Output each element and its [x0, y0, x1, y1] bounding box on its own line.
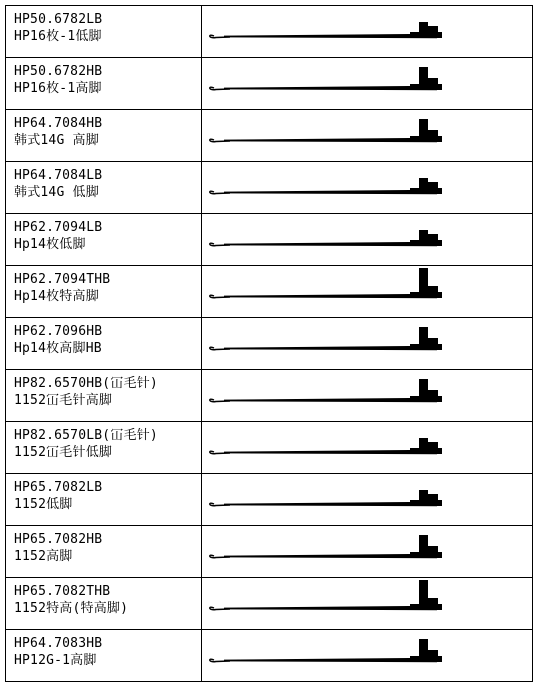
needle-butt-step — [428, 598, 438, 604]
needle-image-cell — [202, 162, 533, 214]
needle-label-cell — [6, 422, 202, 474]
needle-label-cell — [6, 474, 202, 526]
needle-model-code: HP82.6570LB(冚毛针) — [14, 428, 158, 443]
needle-butt-base — [410, 188, 442, 194]
needle-label — [6, 266, 201, 305]
needle-row — [6, 58, 533, 110]
needle-label — [6, 526, 201, 565]
needle-label-cell — [6, 266, 202, 318]
knitting-needle-drawing — [202, 578, 533, 629]
needle-label-cell — [6, 318, 202, 370]
needle-image-cell — [202, 474, 533, 526]
needle-label — [6, 578, 201, 617]
needle-model-code: HP82.6570HB(冚毛针) — [14, 376, 158, 391]
needle-butt-base — [410, 396, 442, 402]
needle-shank — [224, 398, 437, 402]
needle-label — [6, 162, 201, 201]
needle-row — [6, 578, 533, 630]
needle-butt-base — [410, 240, 442, 246]
needle-image-cell — [202, 318, 533, 370]
needle-butt-base — [410, 448, 442, 454]
needle-butt — [419, 639, 428, 656]
knitting-needle-drawing — [202, 526, 533, 577]
needle-label-cell — [6, 370, 202, 422]
needle-description: 1152高脚 — [14, 549, 73, 564]
needle-model-code: HP62.7094LB — [14, 220, 103, 235]
needle-butt-step — [428, 78, 438, 84]
needle-shank — [224, 138, 437, 142]
needle-butt — [419, 535, 428, 552]
needle-butt — [419, 230, 428, 240]
needle-label — [6, 318, 201, 357]
needle-image-cell — [202, 422, 533, 474]
needle-label — [6, 214, 201, 253]
needle-row — [6, 266, 533, 318]
needle-model-code: HP65.7082THB — [14, 584, 111, 599]
needle-image-cell — [202, 110, 533, 162]
needle-butt-step — [428, 286, 438, 292]
needle-row — [6, 214, 533, 266]
knitting-needle-drawing — [202, 58, 533, 109]
knitting-needle-drawing — [202, 318, 533, 369]
needle-description: 1152低脚 — [14, 497, 73, 512]
needle-label-cell — [6, 630, 202, 682]
needle-shank — [224, 190, 437, 194]
needle-butt-step — [428, 182, 438, 188]
needle-model-code: HP64.7084LB — [14, 168, 103, 183]
needle-shank — [224, 346, 437, 350]
needle-butt — [419, 268, 428, 292]
needle-label — [6, 6, 201, 45]
needle-butt — [419, 490, 428, 500]
knitting-needle-drawing — [202, 110, 533, 161]
needle-row — [6, 474, 533, 526]
needle-butt-step — [428, 390, 438, 396]
needle-label-cell — [6, 214, 202, 266]
needle-row — [6, 630, 533, 682]
needle-label — [6, 630, 201, 669]
needle-image-cell — [202, 58, 533, 110]
knitting-needle-drawing — [202, 6, 533, 57]
needle-butt-step — [428, 494, 438, 500]
needle-model-code: HP50.6782HB — [14, 64, 103, 79]
needle-row — [6, 370, 533, 422]
needle-table-body — [6, 6, 533, 682]
needle-model-code: HP50.6782LB — [14, 12, 103, 27]
needle-row — [6, 162, 533, 214]
needle-description: 韩式14G 高脚 — [14, 133, 99, 148]
needle-butt — [419, 22, 428, 32]
needle-model-code: HP64.7083HB — [14, 636, 103, 651]
knitting-needle-drawing — [202, 474, 533, 525]
needle-row — [6, 526, 533, 578]
needle-label — [6, 110, 201, 149]
needle-description: 1152冚毛针高脚 — [14, 393, 113, 408]
needle-butt — [419, 580, 428, 604]
needle-label-cell — [6, 6, 202, 58]
needle-description: Hp14枚低脚 — [14, 237, 86, 252]
needle-label — [6, 474, 201, 513]
needle-label-cell — [6, 162, 202, 214]
needle-label — [6, 422, 201, 461]
knitting-needle-drawing — [202, 630, 533, 681]
needle-description: Hp14枚高脚HB — [14, 341, 102, 356]
needle-butt-base — [410, 552, 442, 558]
knitting-needle-drawing — [202, 214, 533, 265]
needle-description: Hp14枚特高脚 — [14, 289, 99, 304]
needle-row — [6, 318, 533, 370]
needle-butt-step — [428, 546, 438, 552]
needle-description: 1152冚毛针低脚 — [14, 445, 113, 460]
needle-butt-base — [410, 84, 442, 90]
needle-shank — [224, 242, 437, 246]
needle-butt — [419, 178, 428, 188]
needle-table — [5, 5, 533, 682]
needle-shank — [224, 554, 437, 558]
needle-model-code: HP64.7084HB — [14, 116, 103, 131]
needle-image-cell — [202, 526, 533, 578]
needle-description: 韩式14G 低脚 — [14, 185, 99, 200]
needle-label-cell — [6, 578, 202, 630]
needle-shank — [224, 294, 437, 298]
needle-butt-step — [428, 26, 438, 32]
needle-row — [6, 6, 533, 58]
needle-row — [6, 422, 533, 474]
needle-butt — [419, 67, 428, 84]
needle-butt-step — [428, 234, 438, 240]
needle-shank — [224, 450, 437, 454]
needle-butt-base — [410, 136, 442, 142]
needle-description: HP16枚-1低脚 — [14, 29, 102, 44]
needle-shank — [224, 86, 437, 90]
needle-image-cell — [202, 370, 533, 422]
needle-butt-base — [410, 656, 442, 662]
needle-image-cell — [202, 578, 533, 630]
needle-butt — [419, 379, 428, 396]
needle-image-cell — [202, 630, 533, 682]
needle-butt-base — [410, 604, 442, 610]
needle-shank — [224, 34, 437, 38]
needle-butt-base — [410, 292, 442, 298]
needle-butt-step — [428, 338, 438, 344]
needle-butt-base — [410, 344, 442, 350]
needle-image-cell — [202, 6, 533, 58]
needle-row — [6, 110, 533, 162]
needle-butt-base — [410, 32, 442, 38]
knitting-needle-drawing — [202, 162, 533, 213]
needle-label-cell — [6, 58, 202, 110]
needle-label — [6, 58, 201, 97]
knitting-needle-drawing — [202, 422, 533, 473]
needle-model-code: HP65.7082LB — [14, 480, 103, 495]
needle-model-code: HP62.7094THB — [14, 272, 111, 287]
needle-description: HP12G-1高脚 — [14, 653, 97, 668]
needle-shank — [224, 606, 437, 610]
needle-image-cell — [202, 266, 533, 318]
needle-butt — [419, 438, 428, 448]
needle-butt-base — [410, 500, 442, 506]
needle-butt-step — [428, 650, 438, 656]
needle-butt-step — [428, 130, 438, 136]
knitting-needle-drawing — [202, 370, 533, 421]
needle-butt — [419, 327, 428, 344]
needle-label-cell — [6, 110, 202, 162]
knitting-needle-drawing — [202, 266, 533, 317]
needle-model-code: HP62.7096HB — [14, 324, 103, 339]
needle-shank — [224, 658, 437, 662]
needle-description: HP16枚-1高脚 — [14, 81, 102, 96]
needle-image-cell — [202, 214, 533, 266]
needle-label — [6, 370, 201, 409]
needle-label-cell — [6, 526, 202, 578]
needle-butt — [419, 119, 428, 136]
needle-model-code: HP65.7082HB — [14, 532, 103, 547]
needle-butt-step — [428, 442, 438, 448]
needle-description: 1152特高(特高脚) — [14, 601, 129, 616]
needle-shank — [224, 502, 437, 506]
